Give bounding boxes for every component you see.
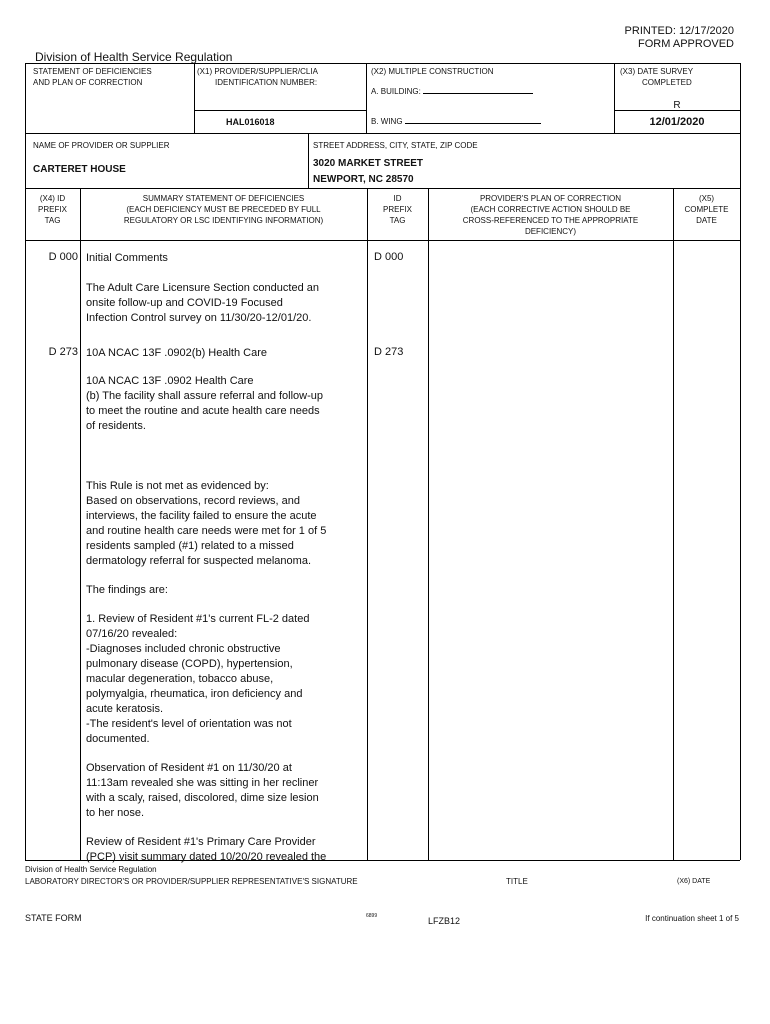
signature-label: LABORATORY DIRECTOR'S OR PROVIDER/SUPPLIER REPRESENTATIVE'S SIGNATURE	[25, 877, 358, 886]
survey-date: 12/01/2020	[649, 116, 705, 128]
form-code: 6899	[366, 913, 378, 919]
initial-comments-title: Initial Comments	[86, 252, 168, 264]
event-id: LFZB12	[428, 916, 461, 926]
title-label: TITLE	[506, 877, 528, 886]
footer-division: Division of Health Service Regulation	[25, 865, 157, 874]
date-label: (X6) DATE	[677, 878, 711, 885]
provider-id-value: HAL016018	[226, 117, 275, 127]
address-label: STREET ADDRESS, CITY, STATE, ZIP CODE	[313, 141, 478, 150]
statement-label: STATEMENT OF DEFICIENCIES AND PLAN OF CORRECTION	[33, 67, 152, 87]
plan-header: PROVIDER'S PLAN OF CORRECTION (EACH CORRECTIVE ACTION SHOULD BE CROSS-REFERENCED TO THE APPROPRIATE DEFICIENCY)	[462, 194, 639, 236]
header-printed-block	[625, 25, 734, 51]
division-title: Division of Health Service Regulation	[35, 50, 233, 64]
x4-header: (X4) ID PREFIX TAG	[38, 194, 67, 225]
address: 3020 MARKET STREET NEWPORT, NC 28570	[313, 158, 424, 185]
x2-label: (X2) MULTIPLE CONSTRUCTION	[371, 67, 494, 76]
provider-name: CARTERET HOUSE	[33, 164, 126, 175]
printed-date: PRINTED: 12/17/2020	[624, 25, 734, 37]
d273-body: 10A NCAC 13F .0902 Health Care (b) The facility shall assure referral and follow-up to meet the routine and acute health care needs of residents. This Rule is not met as evidenced by: Based on observations, record reviews, and interviews, the facility failed to ensure the acute and routine health care needs were met for 1 of 5 residents sampled (#1) related to a missed dermatology referral for suspected melanoma. The findings are: 1. Review of Resident #1's current FL-2 dated 07/16/20 revealed: -Diagnoses included chronic obstructive pulmonary disease (COPD), hypertension, macular degeneration, tobacco abuse, polymyalgia, rheumatica, iron deficiency and acute keratosis. -The resident's level of orientation was not documented. Observation of Resident #1 on 11/30/20 at 11:13am revealed she was sitting in her recliner with a scaly, raised, discolored, dime size lesion to her nose. Review of Resident #1's Primary Care Provider (PCP) visit summary dated 10/20/20 revealed the	[86, 375, 327, 863]
x1-label: (X1) PROVIDER/SUPPLIER/CLIA IDENTIFICATION NUMBER:	[197, 67, 318, 87]
survey-code: R	[673, 100, 681, 111]
tag-d000: D 000	[48, 251, 78, 263]
tag-d000-right: D 000	[374, 251, 404, 263]
x3-label: (X3) DATE SURVEY COMPLETED	[620, 67, 694, 87]
summary-header: SUMMARY STATEMENT OF DEFICIENCIES (EACH DEFICIENCY MUST BE PRECEDED BY FULL REGULATORY OR LSC IDENTIFYING INFORMATION)	[123, 194, 324, 225]
initial-comments-text: The Adult Care Licensure Section conducted an onsite follow-up and COVID-19 Focused Infection Control survey on 11/30/20-12/01/20.	[86, 282, 319, 324]
tag-d273: D 273	[48, 346, 78, 358]
form-approved: FORM APPROVED	[638, 38, 734, 50]
wing-field: B. WING	[371, 114, 541, 127]
tag-d273-right: D 273	[374, 346, 404, 358]
provider-name-label: NAME OF PROVIDER OR SUPPLIER	[33, 141, 170, 150]
building-field: A. BUILDING:	[371, 84, 533, 97]
continuation-sheet: If continuation sheet 1 of 5	[645, 914, 739, 923]
state-form: STATE FORM	[25, 913, 82, 923]
d273-title: 10A NCAC 13F .0902(b) Health Care	[86, 347, 267, 359]
id-header: ID PREFIX TAG	[383, 194, 412, 225]
x5-header: (X5) COMPLETE DATE	[684, 194, 729, 225]
